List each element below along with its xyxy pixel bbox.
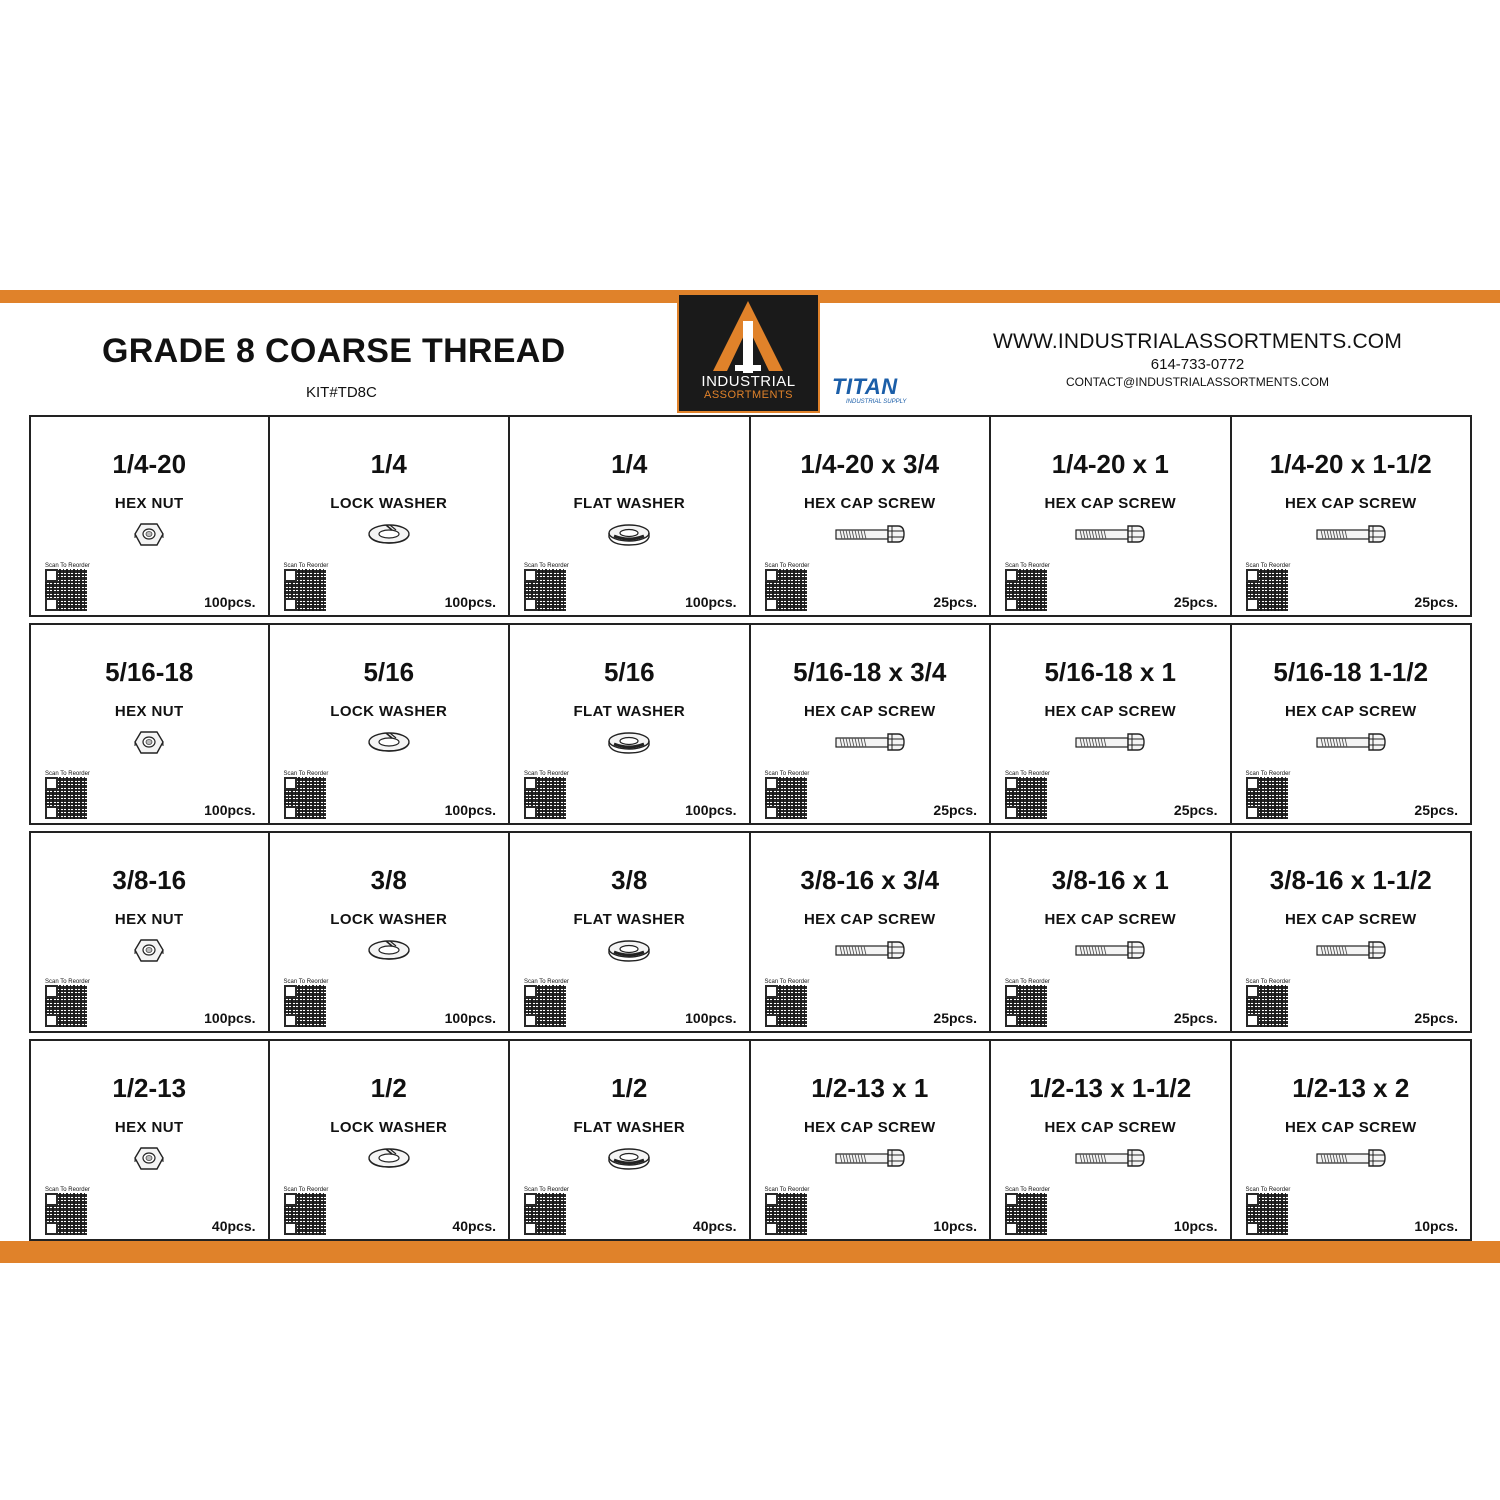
bin-quantity: 10pcs.: [933, 1218, 977, 1234]
website-link[interactable]: WWW.INDUSTRIALASSORTMENTS.COM: [992, 330, 1403, 353]
flat-washer-icon: [606, 729, 652, 760]
scan-to-reorder-label: Scan To Reorder: [764, 1187, 810, 1193]
hex-cap-screw-icon: [832, 1145, 908, 1176]
kit-number: KIT#TD8C: [306, 384, 377, 401]
scan-to-reorder-label: Scan To Reorder: [1005, 1187, 1050, 1193]
bin-size: 1/4-20 x 1: [1051, 449, 1169, 479]
bin-cell: [989, 623, 1232, 825]
email-link[interactable]: CONTACT@INDUSTRIALASSORTMENTS.COM: [1065, 375, 1330, 389]
bin-cell: [508, 1039, 751, 1241]
bin-size: 5/16-18 x 1: [1044, 657, 1177, 687]
qr-code-icon[interactable]: [45, 777, 87, 819]
scan-to-reorder-label: Scan To Reorder: [45, 563, 90, 569]
bottom-orange-band: [0, 1241, 1500, 1263]
scan-to-reorder-label: Scan To Reorder: [764, 771, 810, 777]
scan-to-reorder-label: Scan To Reorder: [524, 771, 569, 777]
qr-code-icon[interactable]: [765, 777, 807, 819]
scan-to-reorder-label: Scan To Reorder: [1005, 563, 1050, 569]
bin-quantity: 100pcs.: [444, 802, 496, 818]
qr-code-icon[interactable]: [524, 1193, 566, 1235]
qr-code-icon[interactable]: [765, 985, 807, 1027]
hex-cap-screw-icon: [1072, 1145, 1148, 1176]
bin-size: 1/2: [370, 1073, 407, 1103]
qr-code-icon[interactable]: [1005, 985, 1047, 1027]
hex-cap-screw-icon: [832, 937, 908, 968]
bin-cell: [29, 1039, 270, 1241]
hex-cap-screw-icon: [1313, 729, 1389, 760]
bin-type: FLAT WASHER: [573, 911, 686, 928]
hex-nut-icon: [132, 1145, 166, 1178]
bin-quantity: 25pcs.: [933, 594, 977, 610]
bin-size: 5/16-18 1-1/2: [1273, 657, 1429, 687]
hex-cap-screw-icon: [1072, 729, 1148, 760]
bin-type: FLAT WASHER: [573, 1119, 686, 1136]
qr-code-icon[interactable]: [284, 569, 326, 611]
scan-to-reorder-label: Scan To Reorder: [45, 979, 90, 985]
bin-type: HEX CAP SCREW: [803, 1119, 936, 1136]
scan-to-reorder-label: Scan To Reorder: [283, 771, 329, 777]
bin-type: HEX CAP SCREW: [803, 495, 936, 512]
lock-washer-icon: [366, 1145, 412, 1176]
scan-to-reorder-label: Scan To Reorder: [45, 1187, 90, 1193]
bin-type: HEX CAP SCREW: [1044, 1119, 1177, 1136]
scan-to-reorder-label: Scan To Reorder: [524, 563, 569, 569]
bin-quantity: 100pcs.: [204, 594, 256, 610]
qr-code-icon[interactable]: [45, 1193, 87, 1235]
qr-code-icon[interactable]: [524, 985, 566, 1027]
bin-quantity: 25pcs.: [933, 1010, 977, 1026]
bin-quantity: 100pcs.: [685, 802, 737, 818]
bin-quantity: 40pcs.: [211, 1218, 256, 1234]
scan-to-reorder-label: Scan To Reorder: [764, 979, 810, 985]
bin-type: HEX CAP SCREW: [1044, 495, 1177, 512]
bin-cell: [508, 415, 751, 617]
scan-to-reorder-label: Scan To Reorder: [283, 979, 329, 985]
bin-type: HEX CAP SCREW: [1044, 911, 1177, 928]
bin-quantity: 25pcs.: [1414, 594, 1458, 610]
scan-to-reorder-label: Scan To Reorder: [764, 563, 810, 569]
bin-size: 1/4: [611, 449, 648, 479]
bin-cell: [989, 415, 1232, 617]
bin-quantity: 25pcs.: [933, 802, 977, 818]
qr-code-icon[interactable]: [1246, 985, 1288, 1027]
qr-code-icon[interactable]: [1005, 569, 1047, 611]
hex-nut-icon: [132, 937, 166, 970]
scan-to-reorder-label: Scan To Reorder: [1245, 1187, 1291, 1193]
lock-washer-icon: [366, 937, 412, 968]
bin-cell: [1230, 831, 1473, 1033]
bin-quantity: 100pcs.: [685, 594, 737, 610]
bin-cell: [268, 1039, 511, 1241]
scan-to-reorder-label: Scan To Reorder: [524, 979, 569, 985]
scan-to-reorder-label: Scan To Reorder: [1005, 979, 1050, 985]
bin-cell: [749, 831, 992, 1033]
hex-nut-icon: [132, 729, 166, 762]
lock-washer-icon: [366, 521, 412, 552]
lock-washer-icon: [366, 729, 412, 760]
flat-washer-icon: [606, 1145, 652, 1176]
scan-to-reorder-label: Scan To Reorder: [1005, 771, 1050, 777]
bin-type: HEX CAP SCREW: [803, 911, 936, 928]
hex-cap-screw-icon: [832, 729, 908, 760]
qr-code-icon[interactable]: [284, 1193, 326, 1235]
qr-code-icon[interactable]: [1246, 777, 1288, 819]
bin-type: LOCK WASHER: [330, 703, 448, 720]
titan-wordmark: TITAN: [832, 374, 898, 399]
bin-cell: [1230, 1039, 1473, 1241]
hex-cap-screw-icon: [1313, 1145, 1389, 1176]
phone-number: 614-733-0772: [1150, 356, 1245, 373]
scan-to-reorder-label: Scan To Reorder: [45, 771, 90, 777]
industrial-assortments-logo: [677, 293, 820, 413]
bin-size: 5/16: [603, 657, 655, 687]
bin-quantity: 25pcs.: [1414, 1010, 1458, 1026]
bin-type: FLAT WASHER: [573, 495, 686, 512]
scan-to-reorder-label: Scan To Reorder: [1245, 771, 1291, 777]
bin-quantity: 25pcs.: [1414, 802, 1458, 818]
scan-to-reorder-label: Scan To Reorder: [283, 1187, 329, 1193]
bin-quantity: 40pcs.: [452, 1218, 496, 1234]
qr-code-icon[interactable]: [1005, 777, 1047, 819]
hex-cap-screw-icon: [1313, 937, 1389, 968]
bin-cell: [29, 415, 270, 617]
bin-size: 3/8-16 x 3/4: [800, 865, 940, 895]
bin-quantity: 25pcs.: [1173, 594, 1218, 610]
bin-size: 5/16-18: [105, 657, 194, 687]
bin-size: 1/4-20 x 1-1/2: [1269, 449, 1432, 479]
bin-size: 3/8-16 x 1: [1051, 865, 1169, 895]
bin-type: HEX NUT: [114, 495, 184, 512]
bin-quantity: 25pcs.: [1173, 802, 1218, 818]
bin-type: LOCK WASHER: [330, 911, 448, 928]
titan-logo: [832, 374, 912, 410]
bin-size: 1/2-13: [112, 1073, 187, 1103]
bin-cell: [749, 415, 992, 617]
scan-to-reorder-label: Scan To Reorder: [524, 1187, 569, 1193]
bin-type: HEX CAP SCREW: [1044, 703, 1177, 720]
bin-cell: [29, 623, 270, 825]
bin-cell: [508, 623, 751, 825]
logo-line-1: INDUSTRIAL: [701, 373, 796, 390]
bin-type: HEX NUT: [114, 1119, 184, 1136]
assortment-grid: [29, 415, 1472, 1241]
bin-cell: [29, 831, 270, 1033]
bin-size: 1/2-13 x 1-1/2: [1029, 1073, 1192, 1103]
qr-code-icon[interactable]: [284, 985, 326, 1027]
bin-cell: [508, 831, 751, 1033]
logo-line-2: ASSORTMENTS: [703, 389, 794, 401]
bin-size: 3/8-16: [112, 865, 187, 895]
bin-quantity: 100pcs.: [685, 1010, 737, 1026]
bin-quantity: 100pcs.: [204, 802, 256, 818]
bin-size: 3/8: [611, 865, 648, 895]
page-title: GRADE 8 COARSE THREAD: [102, 332, 566, 370]
bin-cell: [268, 831, 511, 1033]
hex-cap-screw-icon: [1072, 521, 1148, 552]
qr-code-icon[interactable]: [765, 1193, 807, 1235]
hex-cap-screw-icon: [1313, 521, 1389, 552]
bin-quantity: 100pcs.: [204, 1010, 256, 1026]
bin-quantity: 10pcs.: [1173, 1218, 1218, 1234]
qr-code-icon[interactable]: [1005, 1193, 1047, 1235]
bin-cell: [749, 1039, 992, 1241]
qr-code-icon[interactable]: [765, 569, 807, 611]
bin-type: LOCK WASHER: [330, 495, 448, 512]
bin-size: 1/2-13 x 1: [811, 1073, 929, 1103]
scan-to-reorder-label: Scan To Reorder: [1245, 979, 1291, 985]
titan-subline: INDUSTRIAL SUPPLY: [846, 399, 907, 405]
hex-cap-screw-icon: [1072, 937, 1148, 968]
bin-quantity: 100pcs.: [444, 1010, 496, 1026]
qr-code-icon[interactable]: [524, 777, 566, 819]
bin-size: 5/16-18 x 3/4: [793, 657, 947, 687]
qr-code-icon[interactable]: [284, 777, 326, 819]
bin-cell: [989, 1039, 1232, 1241]
bin-quantity: 100pcs.: [444, 594, 496, 610]
qr-code-icon[interactable]: [45, 569, 87, 611]
bin-cell: [749, 623, 992, 825]
hex-nut-icon: [132, 521, 166, 554]
bin-size: 1/2: [611, 1073, 648, 1103]
bin-size: 3/8-16 x 1-1/2: [1269, 865, 1432, 895]
bin-type: HEX CAP SCREW: [1284, 495, 1417, 512]
bin-type: HEX NUT: [114, 703, 184, 720]
flat-washer-icon: [606, 521, 652, 552]
contact-block: [990, 330, 1405, 389]
bin-size: 1/4-20 x 3/4: [800, 449, 940, 479]
qr-code-icon[interactable]: [1246, 569, 1288, 611]
bin-cell: [268, 623, 511, 825]
bin-size: 1/4: [370, 449, 407, 479]
bin-cell: [268, 415, 511, 617]
bin-type: HEX CAP SCREW: [1284, 911, 1417, 928]
bin-cell: [1230, 623, 1473, 825]
bin-type: HEX CAP SCREW: [1284, 703, 1417, 720]
flat-washer-icon: [606, 937, 652, 968]
bin-type: FLAT WASHER: [573, 703, 686, 720]
hex-cap-screw-icon: [832, 521, 908, 552]
bin-cell: [989, 831, 1232, 1033]
bin-type: LOCK WASHER: [330, 1119, 448, 1136]
bin-quantity: 10pcs.: [1414, 1218, 1458, 1234]
qr-code-icon[interactable]: [1246, 1193, 1288, 1235]
scan-to-reorder-label: Scan To Reorder: [1245, 563, 1291, 569]
bin-type: HEX NUT: [114, 911, 184, 928]
bin-quantity: 25pcs.: [1173, 1010, 1218, 1026]
bin-size: 5/16: [363, 657, 415, 687]
bin-size: 1/4-20: [112, 449, 187, 479]
scan-to-reorder-label: Scan To Reorder: [283, 563, 329, 569]
qr-code-icon[interactable]: [45, 985, 87, 1027]
qr-code-icon[interactable]: [524, 569, 566, 611]
bin-cell: [1230, 415, 1473, 617]
bin-size: 3/8: [370, 865, 407, 895]
bin-quantity: 40pcs.: [692, 1218, 737, 1234]
bin-size: 1/2-13 x 2: [1292, 1073, 1410, 1103]
bin-type: HEX CAP SCREW: [1284, 1119, 1417, 1136]
bin-type: HEX CAP SCREW: [803, 703, 936, 720]
